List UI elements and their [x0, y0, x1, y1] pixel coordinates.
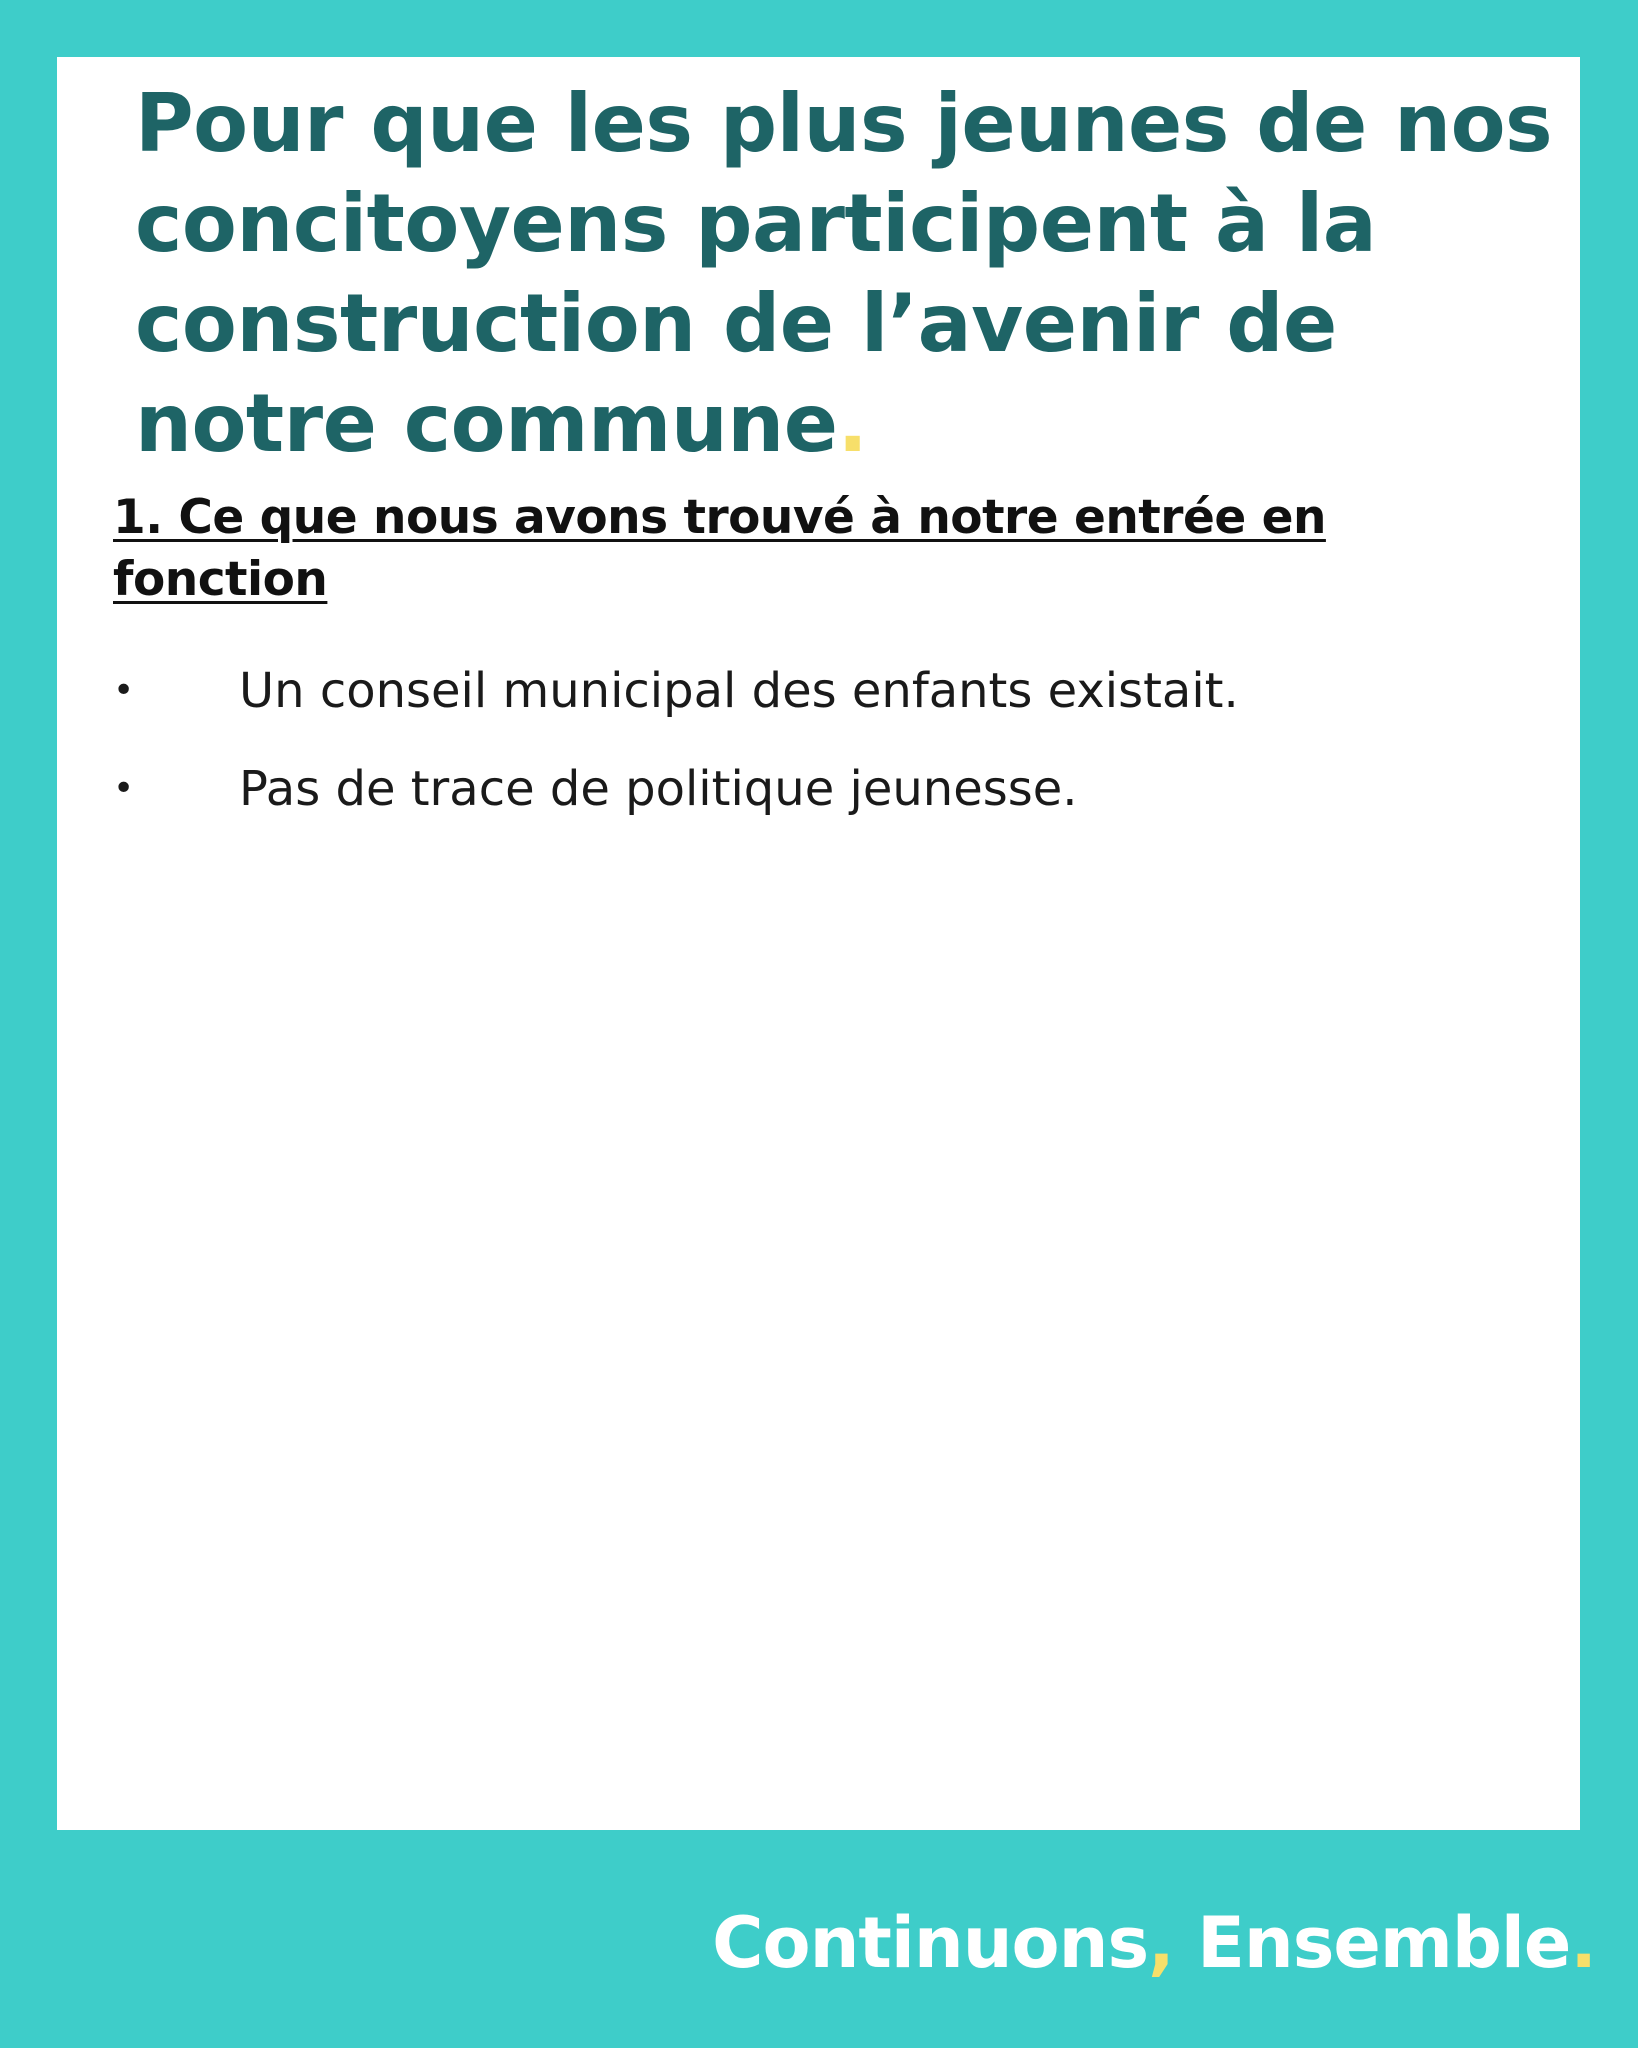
brand-comma: , [1148, 1902, 1174, 1984]
list-item [113, 647, 1513, 745]
list-item-text: Un conseil municipal des enfants existait. [239, 663, 1239, 719]
list-item-text: Pas de trace de politique jeunesse. [239, 761, 1078, 817]
bullet-icon: • [113, 768, 135, 809]
brand-word-ensemble: Ensemble [1173, 1902, 1571, 1984]
title-accent-dot: . [837, 377, 868, 470]
page-title [135, 74, 1555, 474]
list-item [113, 745, 1513, 843]
bullet-icon: • [113, 670, 135, 711]
page-title-text: Pour que les plus jeunes de nos concitoyens participent à la construction de l’avenir de notre commune [135, 77, 1553, 470]
brand-word-continuons: Continuons [712, 1902, 1149, 1984]
content-card [57, 57, 1580, 1830]
brand-dot: . [1570, 1902, 1596, 1984]
brand-logo [712, 1898, 1596, 1988]
section-heading: 1. Ce que nous avons trouvé à notre entrée en fonction [113, 490, 1326, 607]
bullet-list [113, 647, 1513, 843]
